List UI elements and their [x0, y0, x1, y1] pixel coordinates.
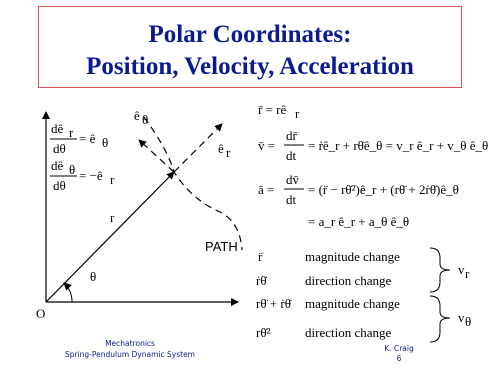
footer-left [50, 338, 210, 360]
unit-theta-label: ê [134, 108, 140, 123]
term-symbol: r̈ [258, 249, 263, 264]
group-vr-sub: r [465, 266, 470, 281]
deriv2-rhs: = −ê [79, 168, 103, 183]
footer-course: Mechatronics [105, 339, 155, 348]
brace-vtheta [430, 296, 450, 342]
angle-arc [64, 283, 72, 302]
unit-vector-etheta-arrow [139, 140, 174, 172]
accel-frac-num: dv̄ [286, 172, 299, 187]
term-desc: direction change [305, 273, 392, 288]
velocity-frac-den: dt [286, 148, 297, 163]
footer-page-number: 6 [396, 354, 402, 363]
accel-lhs: ā = [258, 182, 275, 197]
equation-acceleration [258, 172, 459, 229]
unit-r-sub: r [226, 145, 231, 160]
brace-vr [430, 248, 450, 292]
footer-author: K. Craig [384, 344, 414, 353]
term-symbol: rθ̇² [256, 325, 271, 340]
radius-label: r [110, 210, 115, 225]
unit-r-label: ê [218, 141, 224, 156]
deriv2-den: dθ [53, 178, 66, 193]
term-desc: magnitude change [305, 249, 400, 264]
group-vtheta: v [458, 310, 465, 325]
group-vtheta-sub: θ [465, 314, 472, 329]
equation-position [258, 102, 300, 121]
equation-velocity [258, 128, 488, 163]
slide-title-line1: Polar Coordinates: [148, 21, 352, 48]
deriv-er [50, 121, 108, 156]
deriv1-num: dê [51, 121, 64, 136]
accel-rhs: = (r̈ − rθ̇²)ê_r + (rθ̈ + 2ṙθ̇)ê_θ [308, 182, 459, 197]
accel-frac-den: dt [286, 192, 297, 207]
deriv1-rhs-sub: θ [102, 135, 109, 150]
velocity-rhs: = ṙê_r + rθ̇ê_θ = v_r ê_r + v_θ ê_θ [308, 138, 489, 153]
term-symbol: ṙθ̇ [256, 273, 267, 288]
deriv1-den: dθ [53, 141, 66, 156]
term-rows [256, 249, 400, 340]
deriv2-rhs-sub: r [110, 172, 115, 187]
slide-title-line2: Position, Velocity, Acceleration [86, 53, 414, 80]
term-desc: magnitude change [305, 296, 400, 311]
path-label: PATH [205, 239, 238, 254]
term-desc: direction change [305, 325, 392, 340]
deriv1-rhs: = ê [79, 131, 96, 146]
path-curve [144, 117, 242, 250]
deriv2-num-sub: θ [69, 162, 76, 177]
unit-theta-sub: θ [142, 112, 149, 127]
angle-label: θ [90, 269, 97, 284]
footer-right [384, 344, 414, 364]
group-vr: v [458, 262, 465, 277]
velocity-lhs: v̄ = [258, 138, 276, 153]
position-eq: r̄ = rê [258, 102, 287, 117]
deriv-etheta [50, 158, 115, 193]
accel-line2: = a_r ê_r + a_θ ê_θ [308, 214, 410, 229]
deriv1-num-sub: r [69, 125, 74, 140]
position-eq-sub: r [295, 106, 300, 121]
footer-topic: Spring-Pendulum Dynamic System [64, 350, 195, 359]
origin-label: O [36, 306, 46, 321]
unit-vector-er-arrow [174, 124, 222, 172]
deriv2-num: dê [51, 158, 64, 173]
velocity-frac-num: dr̄ [286, 128, 297, 143]
term-symbol: rθ̈ + ṙθ̇ [256, 296, 291, 311]
